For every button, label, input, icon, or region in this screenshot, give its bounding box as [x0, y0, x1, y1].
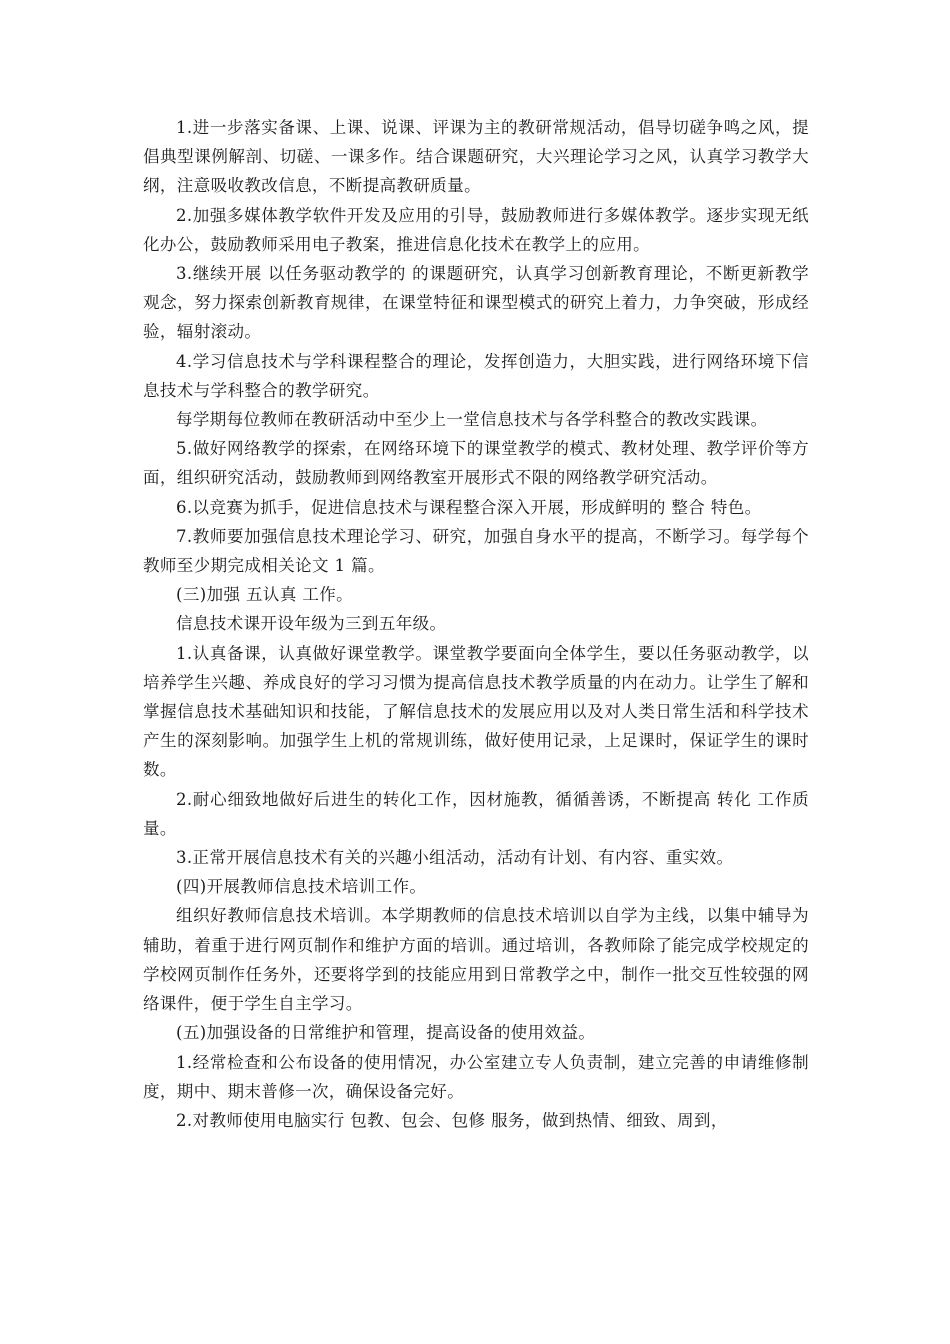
section-heading: (四)开展教师信息技术培训工作。	[176, 877, 427, 897]
paragraph: 5.做好网络教学的探索，在网络环境下的课堂教学的模式、教材处理、教学评价等方面，组织研究活动，鼓励教师到网络教室开展形式不限的网络教学研究活动。	[143, 439, 809, 488]
section-heading: (三)加强 五认真 工作。	[176, 585, 354, 605]
paragraph: 2.加强多媒体教学软件开发及应用的引导，鼓励教师进行多媒体教学。逐步实现无纸化办公，鼓励教师采用电子教案，推进信息化技术在教学上的应用。	[143, 205, 809, 254]
paragraph: 6.以竞赛为抓手，促进信息技术与课程整合深入开展，形成鲜明的 整合 特色。	[176, 497, 762, 517]
paragraph: 3.继续开展 以任务驱动教学的 的课题研究，认真学习创新教育理论，不断更新教学观念，努力探索创新教育规律，在课堂特征和课型模式的研究上着力，力争突破，形成经验，辐射滚动。	[143, 264, 809, 342]
paragraph: 2.对教师使用电脑实行 包教、包会、包修 服务，做到热情、细致、周到，	[176, 1110, 728, 1130]
paragraph: 1.经常检查和公布设备的使用情况，办公室建立专人负责制，建立完善的申请维修制度，期中、期末普修一次，确保设备完好。	[143, 1052, 809, 1101]
section-heading: (五)加强设备的日常维护和管理，提高设备的使用效益。	[176, 1023, 596, 1043]
paragraph: 1.进一步落实备课、上课、说课、评课为主的教研常规活动，倡导切磋争鸣之风，提倡典型课例解剖、切磋、一课多作。结合课题研究，大兴理论学习之风，认真学习教学大纲，注意吸收教改信息，不断提高教研质量。	[143, 118, 809, 196]
document-body	[143, 113, 809, 1135]
paragraph: 信息技术课开设年级为三到五年级。	[176, 614, 447, 634]
paragraph: 2.耐心细致地做好后进生的转化工作，因材施教，循循善诱，不断提高 转化 工作质量。	[143, 789, 809, 838]
paragraph: 1.认真备课，认真做好课堂教学。课堂教学要面向全体学生，要以任务驱动教学，以培养学生兴趣、养成良好的学习习惯为提高信息技术教学质量的内在动力。让学生了解和掌握信息技术基础知识和技能，了解信息技术的发展应用以及对人类日常生活和科学技术产生的深刻影响。加强学生上机的常规训练，做好使用记录，上足课时，保证学生的课时数。	[143, 643, 809, 780]
paragraph: 每学期每位教师在教研活动中至少上一堂信息技术与各学科整合的教改实践课。	[176, 410, 768, 430]
paragraph: 3.正常开展信息技术有关的兴趣小组活动，活动有计划、有内容、重实效。	[176, 848, 734, 868]
paragraph: 组织好教师信息技术培训。本学期教师的信息技术培训以自学为主线，以集中辅导为辅助，着重于进行网页制作和维护方面的培训。通过培训，各教师除了能完成学校规定的学校网页制作任务外，还要将学到的技能应用到日常教学之中，制作一批交互性较强的网络课件，便于学生自主学习。	[143, 906, 809, 1014]
paragraph: 7.教师要加强信息技术理论学习、研究，加强自身水平的提高，不断学习。每学每个教师至少期完成相关论文 1 篇。	[143, 526, 809, 576]
paragraph: 4.学习信息技术与学科课程整合的理论，发挥创造力，大胆实践，进行网络环境下信息技术与学科整合的教学研究。	[143, 351, 809, 400]
